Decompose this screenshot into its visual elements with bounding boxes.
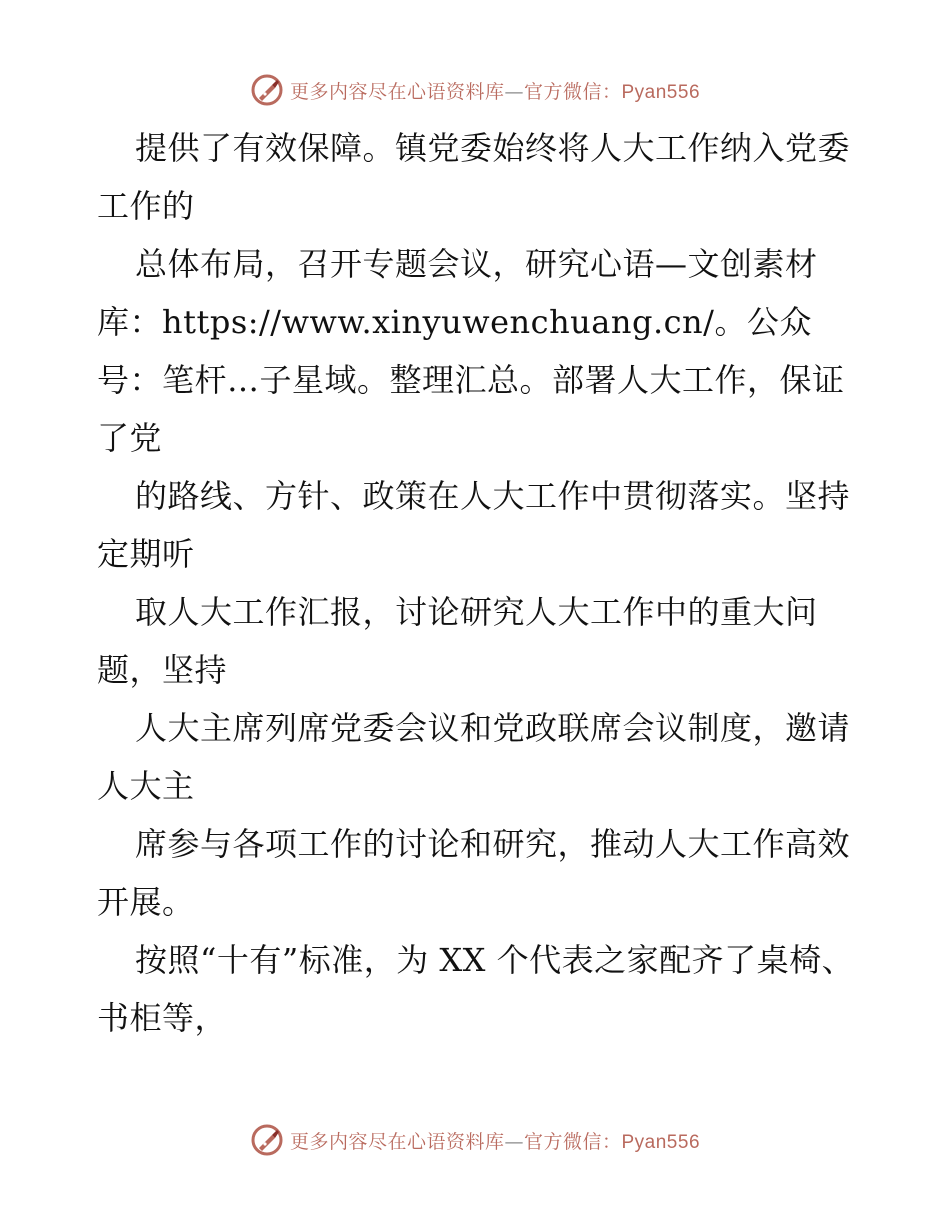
paragraph-6: 席参与各项工作的讨论和研究，推动人大工作高效开展。 [97, 825, 851, 921]
watermark-separator: — [504, 1130, 524, 1153]
paragraph-2: 总体布局，召开专题会议，研究心语—文创素材库：https://www.xinyuwenchuang.cn/。公众号：笔杆…子星域。整理汇总。部署人大工作，保证了党 [97, 245, 845, 457]
paragraph-4: 取人大工作汇报，讨论研究人大工作中的重大问题，坚持 [97, 593, 818, 689]
paragraph-3: 的路线、方针、政策在人大工作中贯彻落实。坚持定期听 [97, 477, 851, 573]
watermark-separator: — [504, 80, 524, 103]
watermark-wechat-id: Pyan556 [621, 81, 701, 103]
footer-watermark [0, 1120, 950, 1160]
watermark-wechat-label: 官方微信： [523, 1130, 622, 1153]
watermark-main: 更多内容尽在心语资料库 [289, 1130, 505, 1153]
pen-nib-logo-icon [250, 73, 284, 107]
watermark-wechat-label: 官方微信： [523, 80, 622, 103]
header-watermark [0, 70, 950, 110]
watermark-main: 更多内容尽在心语资料库 [289, 80, 505, 103]
paragraph-5: 人大主席列席党委会议和党政联席会议制度，邀请人大主 [97, 709, 851, 805]
watermark-text [290, 77, 700, 104]
paragraph-7: 按照“十有”标准，为 XX 个代表之家配齐了桌椅、书柜等， [97, 941, 855, 1037]
document-body [97, 119, 857, 1047]
pen-nib-logo-icon [250, 1123, 284, 1157]
watermark-text [290, 1127, 700, 1154]
paragraph-1: 提供了有效保障。镇党委始终将人大工作纳入党委工作的 [97, 129, 851, 225]
watermark-wechat-id: Pyan556 [621, 1131, 701, 1153]
